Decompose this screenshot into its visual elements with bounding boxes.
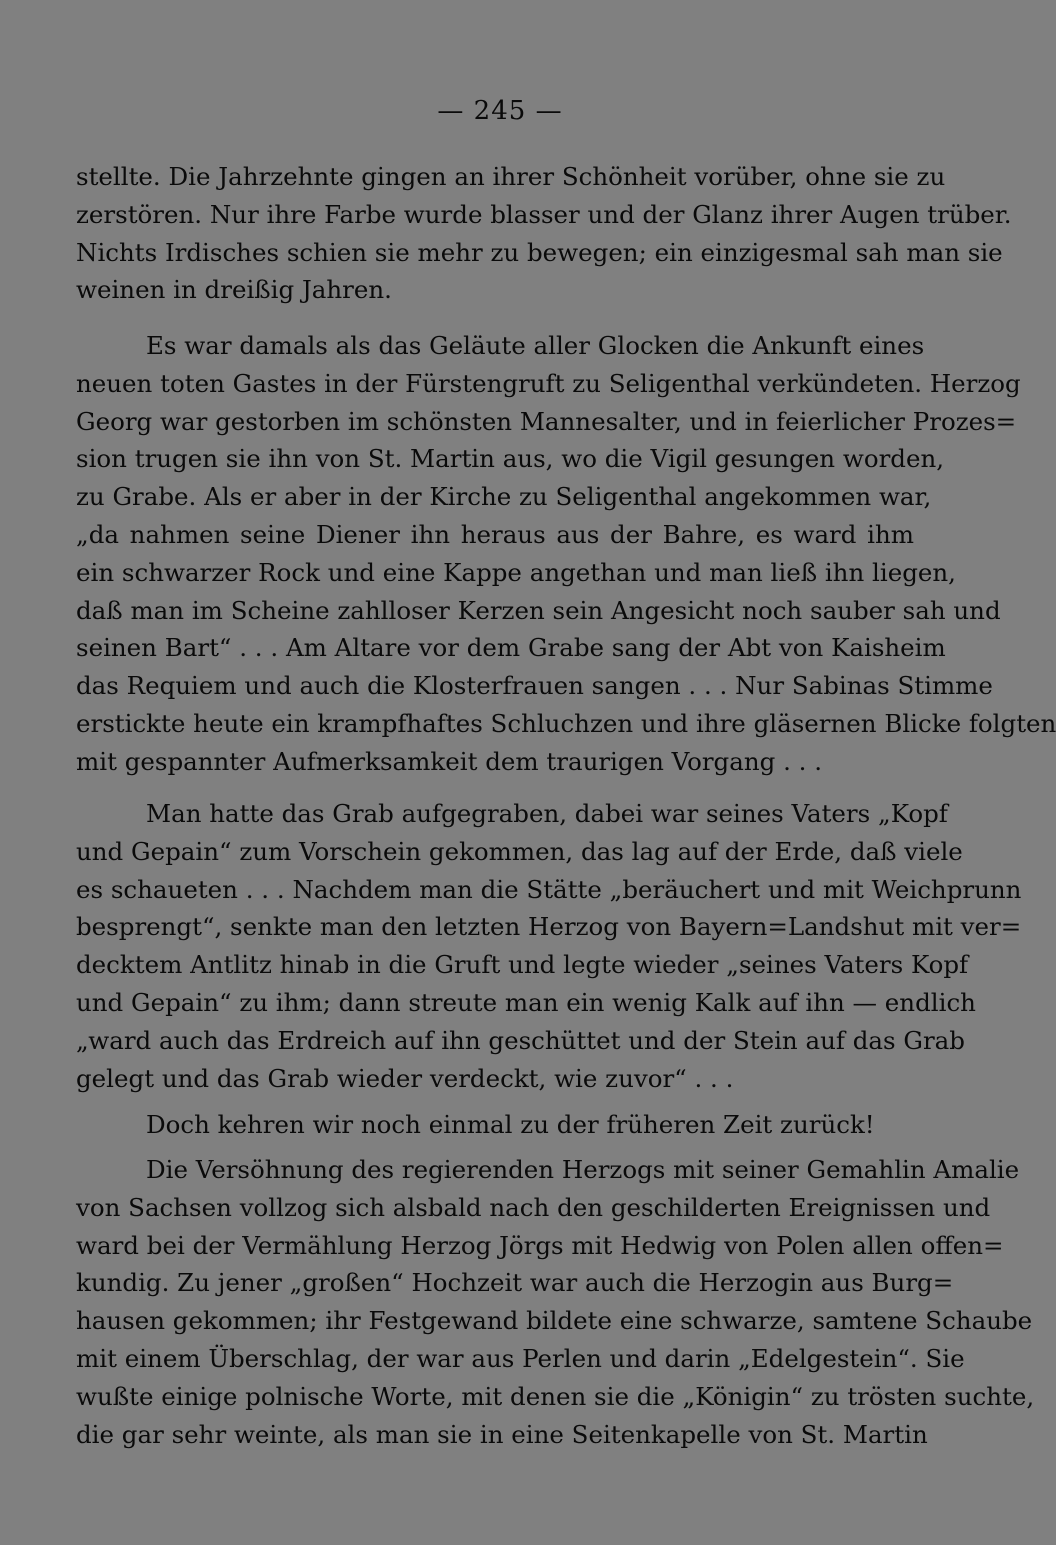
- text-line: und Gepain“ zu ihm; dann streute man ein wenig Kalk auf ihn — endlich: [76, 987, 976, 1017]
- text-line: wußte einige polnische Worte, mit denen sie die „Königin“ zu trösten suchte,: [76, 1381, 1035, 1411]
- text-line: mit einem Überschlag, der war aus Perlen und darin „Edelgestein“. Sie: [76, 1343, 965, 1373]
- text-line: sion trugen sie ihn von St. Martin aus, wo die Vigil gesungen worden,: [76, 444, 945, 474]
- text-line: hausen gekommen; ihr Festgewand bildete eine schwarze, samtene Schaube: [76, 1306, 1033, 1336]
- text-line: besprengt“, senkte man den letzten Herzog von Bayern=Landshut mit ver=: [76, 912, 1022, 942]
- page-number: — 245 —: [437, 96, 563, 126]
- text-line: Man hatte das Grab aufgegraben, dabei war seines Vaters „Kopf: [146, 799, 948, 828]
- text-line: Die Versöhnung des regierenden Herzogs mit seiner Gemahlin Amalie: [146, 1155, 1020, 1184]
- text-line: die gar sehr weinte, als man sie in eine Seitenkapelle von St. Martin: [76, 1419, 928, 1449]
- text-line: es schaueten . . . Nachdem man die Stätte „beräuchert und mit Weichprunn: [76, 874, 1022, 904]
- text-line: ein schwarzer Rock und eine Kappe angethan und man ließ ihn liegen,: [76, 557, 956, 587]
- text-line: mit gespannter Aufmerksamkeit dem traurigen Vorgang . . .: [76, 746, 823, 776]
- paragraph-1: [76, 158, 1012, 309]
- text-line: gelegt und das Grab wieder verdeckt, wie zuvor“ . . .: [76, 1063, 734, 1093]
- text-line: „da nahmen seine Diener ihn heraus aus der Bahre, es ward ihm: [76, 519, 914, 549]
- text-line: seinen Bart“ . . . Am Altare vor dem Grabe sang der Abt von Kaisheim: [76, 633, 946, 663]
- text-line: Doch kehren wir noch einmal zu der früheren Zeit zurück!: [146, 1110, 875, 1139]
- text-line: weinen in dreißig Jahren.: [76, 275, 392, 305]
- text-line: decktem Antlitz hinab in die Gruft und legte wieder „seines Vaters Kopf: [76, 950, 969, 980]
- text-line: neuen toten Gastes in der Fürstengruft zu Seligenthal verkündeten. Herzog: [76, 368, 1021, 398]
- text-line: von Sachsen vollzog sich alsbald nach den geschilderten Ereignissen und: [76, 1192, 991, 1222]
- text-line: Es war damals als das Geläute aller Glocken die Ankunft eines: [146, 331, 925, 360]
- text-line: erstickte heute ein krampfhaftes Schluchzen und ihre gläsernen Blicke folgten: [76, 708, 1056, 738]
- text-line: ward bei der Vermählung Herzog Jörgs mit Hedwig von Polen allen offen=: [76, 1230, 1004, 1260]
- paragraph-3: [76, 795, 1022, 1097]
- text-line: Georg war gestorben im schönsten Mannesalter, und in feierlicher Prozes=: [76, 406, 1017, 436]
- text-line: „ward auch das Erdreich auf ihn geschüttet und der Stein auf das Grab: [76, 1025, 965, 1055]
- text-line: und Gepain“ zum Vorschein gekommen, das lag auf der Erde, daß viele: [76, 836, 963, 866]
- text-line: stellte. Die Jahrzehnte gingen an ihrer Schönheit vorüber, ohne sie zu: [76, 162, 946, 191]
- paragraph-2: [76, 327, 1056, 781]
- paragraph-4: [76, 1106, 914, 1144]
- text-line: zerstören. Nur ihre Farbe wurde blasser und der Glanz ihrer Augen trüber.: [76, 199, 1012, 229]
- text-line: Nichts Irdisches schien sie mehr zu bewegen; ein einzigesmal sah man sie: [76, 237, 1003, 267]
- text-line: daß man im Scheine zahlloser Kerzen sein Angesicht noch sauber sah und: [76, 595, 1001, 625]
- text-line: das Requiem und auch die Klosterfrauen sangen . . . Nur Sabinas Stimme: [76, 671, 993, 701]
- paragraph-5: [76, 1151, 1035, 1453]
- text-line: kundig. Zu jener „großen“ Hochzeit war auch die Herzogin aus Burg=: [76, 1268, 954, 1298]
- text-line: zu Grabe. Als er aber in der Kirche zu Seligenthal angekommen war,: [76, 482, 932, 512]
